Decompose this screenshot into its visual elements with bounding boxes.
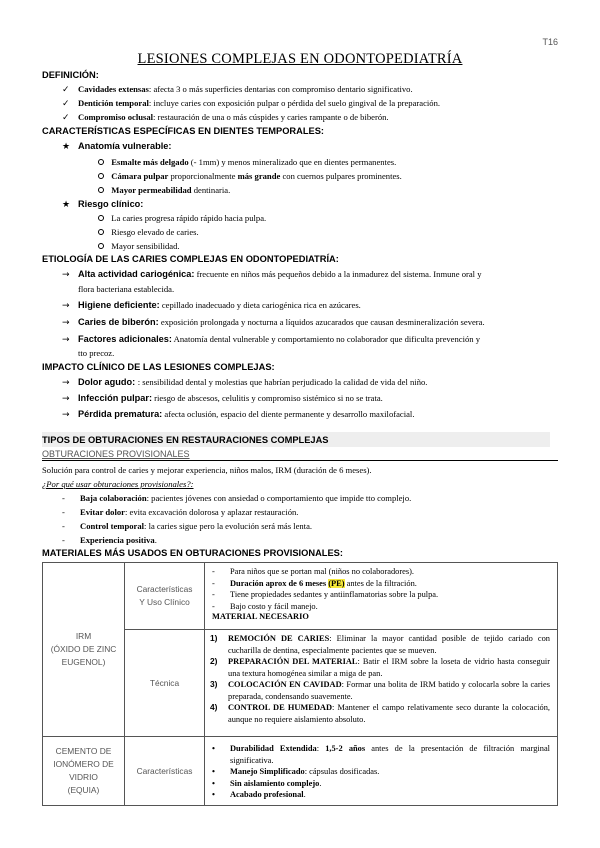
anatomia-item (98, 157, 396, 167)
list-item: • Durabilidad Extendida: 1,5-2 años antes de la presentación de filtración marginal significativa. (212, 744, 550, 765)
item-text: . (319, 778, 322, 788)
item-text: Mayor sensibilidad. (111, 241, 180, 251)
item-bold: Pérdida prematura: (78, 409, 163, 419)
dash-bullet: - (62, 521, 65, 531)
arrow-right-icon: → (62, 301, 70, 311)
check-icon: ✓ (62, 85, 70, 95)
material-name: CEMENTO DE (55, 746, 112, 756)
irm-name-cell (43, 563, 125, 737)
anatomia-item (98, 185, 230, 195)
dash-bullet: - (62, 493, 65, 503)
item-text: : incluye caries con exposición pulpar o pérdida del suelo gingival de la preparación. (148, 98, 441, 108)
impacto-item (62, 393, 383, 404)
tipos-heading: TIPOS DE OBTURACIONES EN RESTAURACIONES COMPLEJAS (42, 435, 329, 445)
civ-name-cell (43, 737, 125, 806)
item-text: . (303, 790, 306, 799)
etiologia-item (62, 300, 361, 311)
item-bold: Baja colaboración (80, 493, 147, 503)
arrow-right-icon: → (62, 378, 70, 388)
list-item (210, 656, 550, 679)
tipos-item (62, 507, 298, 517)
item-text: : Formar una bolita de IRM batido y colocarla sobre la caries preparada, condensando suavemente. (228, 680, 550, 701)
item-bold: Evitar dolor (80, 507, 125, 517)
anatomia-title-text: Anatomía vulnerable: (78, 141, 172, 151)
category-label: Técnica (149, 677, 180, 688)
step-number: 1) (210, 633, 218, 643)
definicion-item (62, 84, 413, 95)
list-item: • Manejo Simplificado: cápsulas dosificadas. (212, 767, 380, 776)
item-text: Bajo costo y fácil manejo. (230, 601, 318, 611)
category-label: Características (136, 584, 193, 594)
etiologia-item (62, 334, 480, 345)
item-bold: más grande (237, 171, 281, 181)
anatomia-title (62, 141, 171, 152)
table-row (43, 563, 558, 630)
item-bold: Control temporal (80, 521, 145, 531)
list-item: - Tiene propiedades sedantes y antiinflamatorias sobre la pulpa. (212, 590, 439, 599)
material-name: IONÓMERO DE (53, 759, 114, 769)
item-bold: Compromiso oclusal (78, 112, 154, 122)
list-item: • Sin aislamiento complejo. (212, 778, 322, 788)
list-item: - Para niños que se portan mal (niños no colaboradores). (212, 567, 414, 576)
arrow-right-icon: → (62, 318, 70, 328)
etiologia-heading: ETIOLOGÍA DE LAS CARIES COMPLEJAS EN ODONTOPEDIATRÍA: (42, 254, 339, 264)
tipos-intro: Solución para control de caries y mejorar experiencia, niños malos, IRM (duración de 6 meses). (42, 465, 372, 475)
item-bold: Caries de biberón: (78, 317, 159, 327)
irm-uso-cell (205, 563, 558, 630)
material-name: (EQUIA) (67, 785, 100, 795)
item-bold: 1,5-2 años (325, 744, 366, 753)
arrow-right-icon: → (62, 270, 70, 280)
item-bold: Esmalte más delgado (111, 157, 189, 167)
etiologia-item (62, 317, 485, 328)
item-text: : (316, 744, 326, 753)
item-text: dentinaria. (191, 185, 231, 195)
circle-bullet-icon (98, 157, 107, 166)
item-bold: Mayor permeabilidad (111, 185, 192, 195)
list-item: - Bajo costo y fácil manejo. (212, 601, 318, 611)
material-name: (ÓXIDO DE ZINC (50, 644, 117, 654)
materials-table (42, 562, 558, 806)
riesgo-item (98, 241, 180, 251)
item-bold: Dentición temporal (78, 98, 149, 108)
riesgo-item (98, 227, 199, 237)
item-bold: REMOCIÓN DE CARIES (228, 634, 330, 643)
table-row (43, 737, 558, 806)
item-text: Anatomía dental vulnerable y comportamiento no colaborador que dificulta prevención y (171, 334, 481, 344)
anatomia-item (98, 171, 402, 181)
item-text: : afecta 3 o más superficies dentarias con compromiso dentario significativo. (148, 84, 413, 94)
riesgo-title (62, 199, 143, 210)
tipos-item (62, 493, 411, 503)
page-title: LESIONES COMPLEJAS EN ODONTOPEDIATRÍA (137, 51, 463, 67)
item-text: : Eliminar la mayor cantidad posible de tejido cariado con cucharilla de dentina, especialmente pacientes que se mueven. (228, 634, 550, 655)
item-text: Para niños que se portan mal (niños no colaboradores). (230, 567, 414, 576)
dash-bullet: - (62, 507, 65, 517)
arrow-right-icon: → (62, 335, 70, 345)
item-bold: Sin aislamiento complejo (230, 778, 320, 788)
star-icon: ★ (62, 142, 71, 152)
item-text: antes de la presentación de filtración marginal significativa. (230, 744, 550, 765)
item-bold: COLOCACIÓN EN CAVIDAD (228, 680, 342, 689)
list-item: - Duración aprox de 6 meses (PE) antes de la filtración. (212, 578, 417, 588)
item-text: : restauración de una o más cúspides y caries rampante o de biberón. (153, 112, 389, 122)
material-name: VIDRIO (69, 772, 98, 782)
arrow-right-icon: → (62, 410, 70, 420)
material-name: IRM (75, 631, 92, 641)
item-text: frecuente en niños más pequeños debido a la inmadurez del sistema. Inmune oral y (194, 269, 482, 279)
step-number: 2) (210, 656, 218, 666)
circle-bullet-icon (98, 241, 107, 250)
arrow-right-icon: → (62, 394, 70, 404)
step-number: 3) (210, 679, 218, 689)
dash-bullet: - (62, 535, 65, 545)
item-text: Tiene propiedades sedantes y antiinflamatorias sobre la pulpa. (230, 590, 439, 599)
impacto-heading: IMPACTO CLÍNICO DE LAS LESIONES COMPLEJAS: (42, 362, 275, 372)
item-bold: Durabilidad Extendida (230, 744, 317, 753)
list-item (210, 679, 550, 702)
etiologia-item-cont: flora bacteriana establecida. (78, 284, 175, 294)
impacto-item (62, 409, 414, 420)
item-bold: Factores adicionales: (78, 334, 172, 344)
item-text: proporcionalmente (168, 171, 238, 181)
item-bold: PREPARACIÓN DEL MATERIAL (228, 657, 358, 666)
divider (42, 460, 558, 461)
irm-tecnica-cell (205, 630, 558, 737)
item-bold: Duración aprox de 6 meses (230, 578, 327, 588)
item-bold: Higiene deficiente: (78, 300, 160, 310)
riesgo-title-text: Riesgo clínico: (78, 199, 144, 209)
etiologia-item (62, 269, 482, 280)
irm-cat2-cell (125, 630, 205, 737)
circle-bullet-icon (98, 213, 107, 222)
item-text: afecta oclusión, espacio del diente permanente y desarrollo maxilofacial. (162, 409, 415, 419)
item-text: : cápsulas dosificadas. (304, 767, 380, 776)
item-bold: Acabado profesional (230, 790, 304, 799)
list-item (210, 633, 550, 656)
tipos-item (62, 521, 312, 531)
circle-bullet-icon (98, 171, 107, 180)
item-text: : sensibilidad dental y molestias que habrían perjudicado la calidad de vida del niño. (137, 377, 428, 387)
circle-bullet-icon (98, 185, 107, 194)
definicion-heading: DEFINICIÓN: (42, 70, 99, 80)
item-text: antes de la filtración. (344, 578, 417, 588)
material-note: MATERIAL NECESARIO (212, 612, 309, 621)
irm-cat1-cell (125, 563, 205, 630)
item-text: : la caries sigue pero la evolución será más lenta. (144, 521, 313, 531)
category-label: Características (136, 765, 193, 776)
impacto-item (62, 377, 427, 388)
step-number: 4) (210, 702, 218, 712)
item-text: cepillado inadecuado y dieta cariogénica rica en azúcares. (159, 300, 361, 310)
definicion-item (62, 98, 440, 109)
item-bold: Manejo Simplificado (230, 767, 305, 776)
tipos-item (62, 535, 157, 545)
item-bold: Experiencia positiva (80, 535, 155, 545)
item-text: : Batir el IRM sobre la loseta de vidrio hasta conseguir una textura homogénea similar a miga de pan. (228, 657, 550, 678)
tipos-question: ¿Por qué usar obturaciones provisionales?: (42, 479, 194, 489)
item-text: : pacientes jóvenes con ansiedad o comportamiento que impide tto complejo. (146, 493, 412, 503)
materiales-heading: MATERIALES MÁS USADOS EN OBTURACIONES PROVISIONALES: (42, 548, 343, 558)
civ-cat1-cell (125, 737, 205, 806)
item-text: (- 1mm) y menos mineralizado que en dientes permanentes. (188, 157, 397, 167)
item-text: exposición prolongada y nocturna a líquidos azucarados que causan desmineralización severa. (158, 317, 485, 327)
highlight-badge: (PE) (328, 578, 345, 588)
civ-caracteristicas-cell (205, 737, 558, 806)
item-text: Riesgo elevado de caries. (111, 227, 199, 237)
circle-bullet-icon (98, 227, 107, 236)
definicion-item (62, 112, 389, 123)
list-item (210, 702, 550, 725)
item-text: riesgo de abscesos, celulitis y compromiso sistémico si no se trata. (152, 393, 383, 403)
item-bold: Cámara pulpar (111, 171, 169, 181)
item-bold: Infección pulpar: (78, 393, 153, 403)
star-icon: ★ (62, 200, 71, 210)
list-item: • Acabado profesional. (212, 790, 306, 799)
item-text: La caries progresa rápido rápido hacia pulpa. (111, 213, 267, 223)
item-bold: Dolor agudo: (78, 377, 138, 387)
category-label: Y Uso Clínico (139, 597, 190, 607)
check-icon: ✓ (62, 113, 70, 123)
item-bold: Cavidades extensas (78, 84, 149, 94)
item-text: : Mantener el campo relativamente seco durante la colocación, aunque no requiere aislamiento absoluto. (228, 703, 551, 724)
obturaciones-subheading: OBTURACIONES PROVISIONALES (42, 449, 190, 459)
page-number: T16 (542, 37, 558, 47)
etiologia-item-cont: tto precoz. (78, 348, 115, 358)
riesgo-item (98, 213, 266, 223)
item-text: : evita excavación dolorosa y aplazar restauración. (124, 507, 299, 517)
item-text: . (154, 535, 157, 545)
caracteristicas-heading: CARACTERÍSTICAS ESPECÍFICAS EN DIENTES TEMPORALES: (42, 126, 325, 136)
item-text: con cuernos pulpares prominentes. (280, 171, 402, 181)
check-icon: ✓ (62, 99, 70, 109)
material-name: EUGENOL) (61, 657, 106, 667)
item-bold: CONTROL DE HUMEDAD (228, 703, 333, 712)
item-bold: Alta actividad cariogénica: (78, 269, 195, 279)
